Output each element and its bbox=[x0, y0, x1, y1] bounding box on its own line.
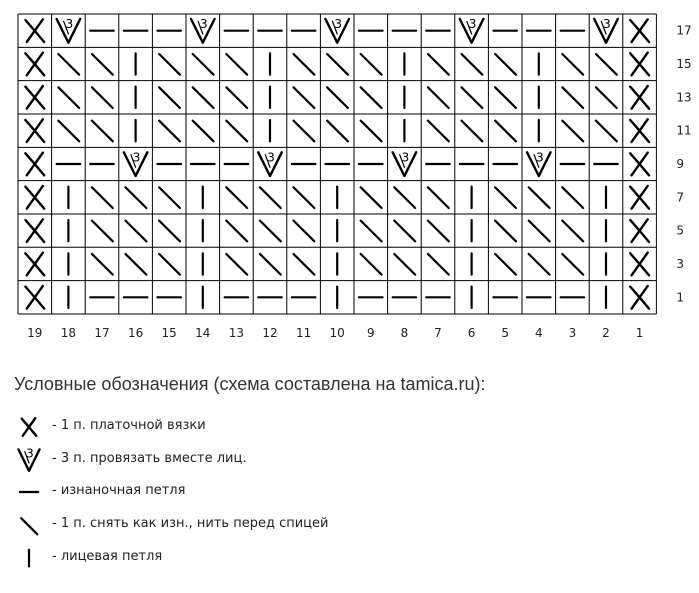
slip-stitch-icon bbox=[92, 221, 113, 242]
garter-stitch-icon bbox=[630, 86, 649, 109]
svg-text:3: 3 bbox=[334, 16, 343, 31]
svg-text:3: 3 bbox=[199, 16, 208, 31]
column-number: 10 bbox=[329, 325, 345, 340]
svg-text:3: 3 bbox=[603, 16, 611, 31]
column-number: 3 bbox=[568, 325, 577, 340]
slip-stitch-icon bbox=[596, 87, 617, 108]
garter-stitch-icon bbox=[630, 153, 649, 176]
row-number: 9 bbox=[676, 156, 685, 171]
slip-stitch-icon bbox=[159, 254, 180, 275]
slip-stitch-icon bbox=[327, 121, 348, 142]
slip-stitch-icon bbox=[294, 87, 315, 108]
knit-three-together-icon bbox=[393, 150, 417, 176]
slip-stitch-icon bbox=[428, 87, 449, 108]
slip-stitch-icon bbox=[159, 121, 180, 142]
garter-stitch-icon bbox=[25, 219, 44, 242]
slip-stitch-icon bbox=[92, 187, 113, 208]
column-number: 5 bbox=[501, 325, 510, 340]
knit-stitch-icon bbox=[14, 543, 48, 573]
slip-stitch-icon bbox=[495, 87, 516, 108]
column-number: 7 bbox=[434, 325, 442, 340]
row-number: 15 bbox=[676, 56, 692, 71]
legend-item-knit bbox=[14, 543, 614, 573]
slip-stitch-icon bbox=[294, 187, 315, 208]
slip-stitch-icon bbox=[58, 121, 79, 142]
slip-stitch-icon bbox=[361, 87, 382, 108]
slip-stitch-icon bbox=[428, 254, 449, 275]
garter-stitch-icon bbox=[14, 412, 48, 442]
slip-stitch-icon bbox=[92, 254, 113, 275]
svg-text:3: 3 bbox=[65, 16, 74, 31]
slip-stitch-icon bbox=[126, 221, 147, 242]
slip-stitch-icon bbox=[126, 254, 147, 275]
column-number: 11 bbox=[295, 325, 312, 340]
legend-item-slip bbox=[14, 510, 614, 540]
svg-text:3: 3 bbox=[267, 150, 275, 165]
slip-stitch-icon bbox=[226, 254, 247, 275]
column-number: 4 bbox=[534, 325, 543, 340]
slip-stitch-icon bbox=[361, 254, 382, 275]
column-number: 14 bbox=[195, 325, 211, 340]
slip-stitch-icon bbox=[394, 221, 415, 242]
slip-stitch-icon bbox=[58, 54, 79, 75]
slip-stitch-icon bbox=[327, 87, 348, 108]
slip-stitch-icon bbox=[327, 54, 348, 75]
slip-stitch-icon bbox=[159, 221, 180, 242]
garter-stitch-icon bbox=[25, 19, 44, 42]
legend-item-k3tog bbox=[14, 445, 614, 475]
slip-stitch-icon bbox=[361, 121, 382, 142]
column-number: 19 bbox=[27, 325, 43, 340]
knit-three-together-icon bbox=[527, 150, 551, 176]
column-number: 13 bbox=[228, 325, 245, 340]
slip-stitch-icon bbox=[193, 121, 214, 142]
slip-stitch-icon bbox=[92, 87, 113, 108]
slip-stitch-icon bbox=[226, 54, 247, 75]
slip-stitch-icon bbox=[14, 510, 48, 540]
slip-stitch-icon bbox=[260, 221, 281, 242]
slip-stitch-icon bbox=[562, 187, 583, 208]
column-number: 9 bbox=[366, 325, 375, 340]
slip-stitch-icon bbox=[294, 54, 315, 75]
slip-stitch-icon bbox=[361, 221, 382, 242]
slip-stitch-icon bbox=[294, 221, 315, 242]
garter-stitch-icon bbox=[630, 286, 649, 309]
knit-three-together-icon bbox=[14, 445, 48, 475]
svg-text:3: 3 bbox=[468, 16, 477, 31]
slip-stitch-icon bbox=[562, 221, 583, 242]
garter-stitch-icon bbox=[25, 86, 44, 109]
slip-stitch-icon bbox=[361, 187, 382, 208]
svg-text:3: 3 bbox=[401, 150, 410, 165]
svg-text:3: 3 bbox=[26, 446, 34, 461]
row-number: 13 bbox=[676, 90, 692, 105]
row-number: 7 bbox=[676, 190, 685, 205]
slip-stitch-icon bbox=[193, 54, 214, 75]
column-number: 8 bbox=[400, 325, 409, 340]
slip-stitch-icon bbox=[92, 121, 113, 142]
legend-text-purl: - изнаночная петля bbox=[52, 483, 186, 498]
slip-stitch-icon bbox=[159, 187, 180, 208]
slip-stitch-icon bbox=[361, 54, 382, 75]
slip-stitch-icon bbox=[428, 187, 449, 208]
slip-stitch-icon bbox=[294, 254, 315, 275]
slip-stitch-icon bbox=[92, 54, 113, 75]
slip-stitch-icon bbox=[562, 254, 583, 275]
garter-stitch-icon bbox=[25, 153, 44, 176]
row-number: 3 bbox=[676, 256, 685, 271]
column-number: 12 bbox=[262, 325, 278, 340]
slip-stitch-icon bbox=[596, 121, 617, 142]
column-number: 16 bbox=[127, 325, 144, 340]
slip-stitch-icon bbox=[226, 187, 247, 208]
legend-text-garter: - 1 п. платочной вязки bbox=[52, 418, 206, 433]
garter-stitch-icon bbox=[25, 253, 44, 276]
slip-stitch-icon bbox=[159, 54, 180, 75]
garter-stitch-icon bbox=[630, 53, 649, 76]
slip-stitch-icon bbox=[495, 121, 516, 142]
row-number: 17 bbox=[676, 23, 692, 38]
knit-three-together-icon bbox=[57, 17, 81, 43]
garter-stitch-icon bbox=[25, 119, 44, 142]
column-number: 6 bbox=[467, 325, 476, 340]
slip-stitch-icon bbox=[394, 254, 415, 275]
slip-stitch-icon bbox=[428, 221, 449, 242]
garter-stitch-icon bbox=[630, 119, 649, 142]
garter-stitch-icon bbox=[630, 186, 649, 209]
slip-stitch-icon bbox=[193, 87, 214, 108]
knit-three-together-icon bbox=[460, 17, 484, 43]
slip-stitch-icon bbox=[226, 121, 247, 142]
slip-stitch-icon bbox=[428, 54, 449, 75]
garter-stitch-icon bbox=[25, 286, 44, 309]
svg-text:3: 3 bbox=[132, 150, 141, 165]
column-number: 17 bbox=[94, 325, 110, 340]
slip-stitch-icon bbox=[495, 221, 516, 242]
garter-stitch-icon bbox=[630, 253, 649, 276]
slip-stitch-icon bbox=[126, 187, 147, 208]
legend-text-slip: - 1 п. снять как изн., нить перед спицей bbox=[52, 516, 329, 531]
slip-stitch-icon bbox=[58, 87, 79, 108]
slip-stitch-icon bbox=[495, 54, 516, 75]
purl-stitch-icon bbox=[14, 477, 48, 507]
knit-three-together-icon bbox=[258, 150, 282, 176]
slip-stitch-icon bbox=[428, 121, 449, 142]
column-number: 2 bbox=[602, 325, 610, 340]
slip-stitch-icon bbox=[260, 187, 281, 208]
slip-stitch-icon bbox=[260, 254, 281, 275]
legend-title: Условные обозначения (схема составлена на tamica.ru): bbox=[14, 374, 486, 394]
row-number: 11 bbox=[676, 123, 692, 138]
knit-three-together-icon bbox=[325, 17, 349, 43]
column-number: 18 bbox=[60, 325, 77, 340]
garter-stitch-icon bbox=[25, 53, 44, 76]
slip-stitch-icon bbox=[495, 187, 516, 208]
legend-item-purl bbox=[14, 477, 614, 507]
slip-stitch-icon bbox=[562, 54, 583, 75]
slip-stitch-icon bbox=[562, 121, 583, 142]
legend-text-knit: - лицевая петля bbox=[52, 549, 163, 564]
garter-stitch-icon bbox=[25, 186, 44, 209]
knit-three-together-icon bbox=[191, 17, 215, 43]
slip-stitch-icon bbox=[462, 54, 483, 75]
slip-stitch-icon bbox=[462, 121, 483, 142]
column-number: 1 bbox=[635, 325, 644, 340]
row-number: 5 bbox=[676, 223, 685, 238]
slip-stitch-icon bbox=[596, 54, 617, 75]
legend-text-k3tog: - 3 п. провязать вместе лиц. bbox=[52, 451, 247, 466]
slip-stitch-icon bbox=[226, 87, 247, 108]
slip-stitch-icon bbox=[226, 221, 247, 242]
knit-three-together-icon bbox=[124, 150, 148, 176]
legend-item-garter bbox=[14, 412, 614, 442]
knit-three-together-icon bbox=[594, 17, 618, 43]
slip-stitch-icon bbox=[529, 254, 550, 275]
slip-stitch-icon bbox=[394, 187, 415, 208]
slip-stitch-icon bbox=[159, 87, 180, 108]
garter-stitch-icon bbox=[630, 219, 649, 242]
slip-stitch-icon bbox=[529, 187, 550, 208]
slip-stitch-icon bbox=[294, 121, 315, 142]
slip-stitch-icon bbox=[529, 221, 550, 242]
slip-stitch-icon bbox=[462, 87, 483, 108]
row-number: 1 bbox=[676, 290, 685, 305]
slip-stitch-icon bbox=[562, 87, 583, 108]
svg-text:3: 3 bbox=[535, 150, 544, 165]
column-number: 15 bbox=[161, 325, 177, 340]
slip-stitch-icon bbox=[495, 254, 516, 275]
garter-stitch-icon bbox=[630, 19, 649, 42]
